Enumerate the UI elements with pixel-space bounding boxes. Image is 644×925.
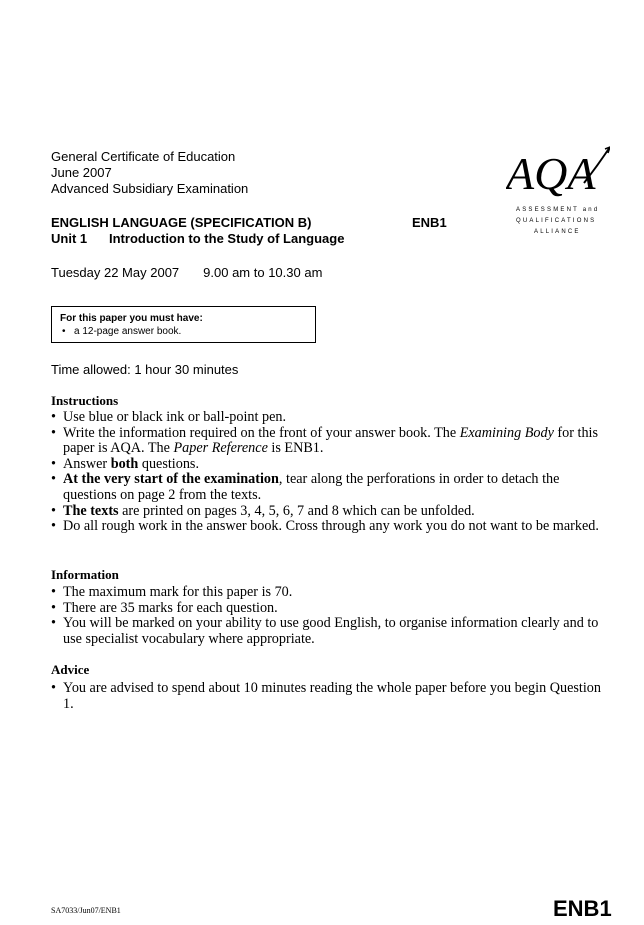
footer-paper-code: ENB1 xyxy=(553,896,612,921)
list-item: • The texts are printed on pages 3, 4, 5, 6, 7 and 8 which can be unfolded. xyxy=(51,504,611,520)
materials-heading: For this paper you must have: xyxy=(60,313,203,324)
list-item: • Answer both questions. xyxy=(51,457,611,473)
list-item: • At the very start of the examination, tear along the perforations in order to detach the questions on page 2 from the texts. xyxy=(51,472,611,503)
list-item: • Use blue or black ink or ball-point pen. xyxy=(51,410,611,426)
information-list xyxy=(51,585,611,647)
materials-item: • a 12-page answer book. xyxy=(60,325,307,338)
logo-sub2: QUALIFICATIONS xyxy=(516,218,597,224)
qualification-header xyxy=(51,149,248,197)
list-item: • You are advised to spend about 10 minutes reading the whole paper before you begin Question 1. xyxy=(51,681,611,712)
materials-box xyxy=(51,306,316,343)
list-item: • You will be marked on your ability to use good English, to organise information clearly and to use specialist vocabulary where appropriate. xyxy=(51,616,611,647)
instructions-list xyxy=(51,410,611,535)
logo-sub3: ALLIANCE xyxy=(534,229,581,235)
exam-time: 9.00 am to 10.30 am xyxy=(203,265,323,280)
unit-line xyxy=(51,231,344,247)
footer-reference: SA7033/Jun07/ENB1 xyxy=(51,906,121,915)
instructions-heading: Instructions xyxy=(51,393,119,408)
exam-session: June 2007 xyxy=(51,165,112,180)
logo-text: AQA xyxy=(506,148,596,199)
list-item: • There are 35 marks for each question. xyxy=(51,601,611,617)
list-item: • Write the information required on the front of your answer book. The Examining Body for this paper is AQA. The Paper Reference is ENB1. xyxy=(51,426,611,457)
aqa-logo xyxy=(506,143,610,235)
list-item: • Do all rough work in the answer book. Cross through any work you do not want to be marked. xyxy=(51,519,611,535)
logo-sub1: ASSESSMENT and xyxy=(516,207,600,213)
exam-date: Tuesday 22 May 2007 xyxy=(51,265,180,280)
information-heading: Information xyxy=(51,567,119,582)
unit-title: Introduction to the Study of Language xyxy=(109,231,345,246)
time-allowed: Time allowed: 1 hour 30 minutes xyxy=(51,362,239,377)
exam-title-block xyxy=(51,215,344,247)
exam-level: Advanced Subsidiary Examination xyxy=(51,181,249,196)
qualification-name: General Certificate of Education xyxy=(51,149,236,164)
unit-number: Unit 1 xyxy=(51,231,88,246)
advice-list xyxy=(51,681,611,712)
exam-date-line xyxy=(51,265,322,280)
paper-code: ENB1 xyxy=(412,215,447,230)
advice-heading: Advice xyxy=(51,662,90,677)
list-item: • The maximum mark for this paper is 70. xyxy=(51,585,611,601)
exam-title: ENGLISH LANGUAGE (SPECIFICATION B) xyxy=(51,215,312,230)
